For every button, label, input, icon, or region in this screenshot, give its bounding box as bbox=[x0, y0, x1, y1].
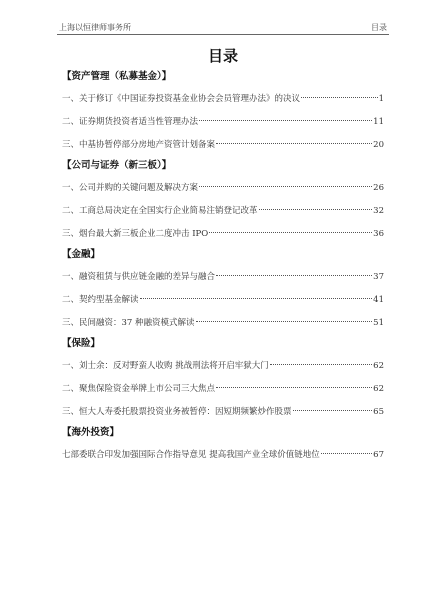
toc-entry-title: 二、证券期货投资者适当性管理办法 bbox=[62, 117, 199, 127]
toc-entry[interactable] bbox=[62, 316, 384, 331]
toc-entry-title: 七部委联合印发加强国际合作指导意见 提高我国产业全球价值链地位 bbox=[62, 450, 320, 460]
toc-leader-dots bbox=[293, 409, 373, 411]
toc-entry-title: 二、契约型基金解读 bbox=[62, 295, 139, 305]
toc-entry[interactable] bbox=[62, 382, 384, 397]
toc-page-number: 67 bbox=[373, 450, 384, 460]
toc-entry[interactable] bbox=[62, 92, 384, 107]
toc-entry[interactable] bbox=[62, 448, 384, 463]
toc-page-number: 1 bbox=[378, 94, 384, 104]
toc-page-number: 36 bbox=[373, 229, 384, 239]
toc-leader-dots bbox=[199, 185, 372, 187]
toc-page-number: 32 bbox=[373, 206, 384, 216]
toc-page-number: 20 bbox=[373, 140, 384, 150]
toc-leader-dots bbox=[259, 208, 373, 210]
toc-page-number: 37 bbox=[373, 272, 384, 282]
toc-page-number: 51 bbox=[373, 318, 384, 328]
toc-leader-dots bbox=[209, 231, 372, 233]
toc-page-number: 62 bbox=[373, 361, 384, 371]
toc-entry-title: 三、民间融资：37 种融资模式解读 bbox=[62, 318, 195, 328]
toc-leader-dots bbox=[196, 320, 373, 322]
toc-leader-dots bbox=[199, 119, 372, 121]
toc-entry[interactable] bbox=[62, 181, 384, 196]
toc-entry[interactable] bbox=[62, 359, 384, 374]
page-title: 目录 bbox=[207, 47, 238, 65]
toc-leader-dots bbox=[321, 452, 372, 454]
toc-page-number: 26 bbox=[373, 183, 384, 193]
table-of-contents bbox=[62, 70, 384, 469]
toc-section-heading: 【资产管理（私募基金）】 bbox=[62, 71, 172, 82]
toc-entry-title: 三、中基协暂停部分房地产资管计划备案 bbox=[62, 140, 216, 150]
page-header bbox=[57, 18, 389, 35]
toc-entry-title: 一、融资租赁与供应链金融的差异与融合 bbox=[62, 272, 216, 282]
toc-entry-title: 二、聚焦保险资金举牌上市公司三大焦点 bbox=[62, 384, 216, 394]
toc-entry[interactable] bbox=[62, 270, 384, 285]
toc-entry[interactable] bbox=[62, 293, 384, 308]
toc-entry-title: 一、公司并购的关键问题及解决方案 bbox=[62, 183, 199, 193]
firm-name: 上海以恒律师事务所 bbox=[59, 23, 131, 32]
toc-page-number: 41 bbox=[373, 295, 384, 305]
toc-entry-title: 二、工商总局决定在全国实行企业简易注销登记改革 bbox=[62, 206, 258, 216]
toc-entry[interactable] bbox=[62, 405, 384, 420]
toc-entry[interactable] bbox=[62, 227, 384, 242]
toc-leader-dots bbox=[216, 274, 372, 276]
header-section-label: 目录 bbox=[371, 23, 387, 32]
toc-page-number: 62 bbox=[373, 384, 384, 394]
toc-entry[interactable] bbox=[62, 115, 384, 130]
toc-entry-title: 一、关于修订《中国证券投资基金业协会会员管理办法》的决议 bbox=[62, 94, 301, 104]
toc-leader-dots bbox=[301, 96, 378, 98]
toc-leader-dots bbox=[216, 142, 372, 144]
toc-section-heading: 【公司与证券（新三板）】 bbox=[62, 160, 172, 171]
toc-entry[interactable] bbox=[62, 204, 384, 219]
toc-leader-dots bbox=[216, 386, 372, 388]
toc-page-number: 11 bbox=[373, 117, 384, 127]
toc-entry-title: 一、刘士余：反对野蛮人收购 挑战刑法将开启牢狱大门 bbox=[62, 361, 269, 371]
toc-page-number: 65 bbox=[373, 407, 384, 417]
toc-leader-dots bbox=[140, 297, 373, 299]
toc-leader-dots bbox=[270, 363, 372, 365]
toc-entry-title: 三、恒大人寿委托股票投资业务被暂停：因短期频繁炒作股票 bbox=[62, 407, 292, 417]
toc-section-heading: 【金融】 bbox=[62, 249, 101, 260]
toc-section-heading: 【保险】 bbox=[62, 338, 101, 349]
toc-entry-title: 三、烟台最大新三板企业二度冲击 IPO bbox=[62, 229, 209, 239]
toc-entry[interactable] bbox=[62, 138, 384, 153]
toc-section-heading: 【海外投资】 bbox=[62, 427, 120, 438]
